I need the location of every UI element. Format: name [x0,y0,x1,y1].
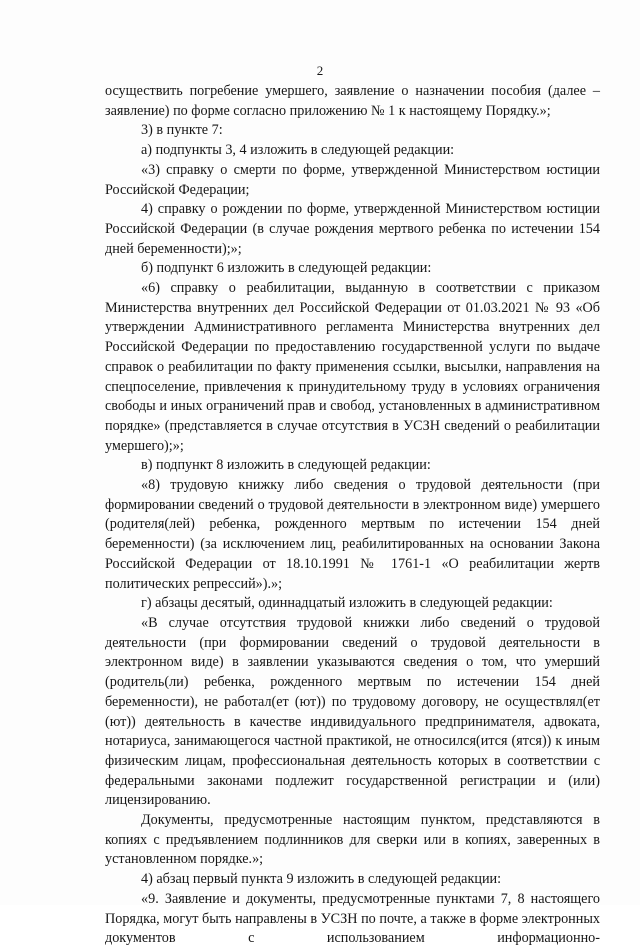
paragraph: в) подпункт 8 изложить в следующей редакции: [141,457,431,474]
paragraph: «6) справку о реабилитации, выданную в соответствии с приказом Министерства внутренних дел Российской Федерации от 01.03.2021 № 93 «Об утверждении Административного регламента Министерства внутренних дел Российской Федерации по предоставлению государственной услуги по выдаче справок о реабилитации по факту применения ссылки, высылки, направления на спецпоселение, привлечения к принудительному труду в условиях ограничения свободы и иных ограничений прав и свобод, установленных в административном порядке» (представляется в случае отсутствия в УСЗН сведений о реабилитации умершего);»; [105,280,600,454]
paragraph: б) подпункт 6 изложить в следующей редакции: [141,260,432,277]
paragraph: 4) абзац первый пункта 9 изложить в следующей редакции: [141,871,502,888]
page-number: 2 [316,63,324,78]
paragraph: г) абзацы десятый, одиннадцатый изложить в следующей редакции: [141,595,553,612]
paragraph: «8) трудовую книжку либо сведения о трудовой деятельности (при формировании сведений о трудовой деятельности в электронном виде) умершего (родителя(лей) ребенка, рожденного мертвым по истечении 154 дней беременности) (за исключением лиц, реабилитированных на основании Закона Российской Федерации от 18.10.1991 № 1761-1 «О реабилитации жертв политических репрессий»).»; [105,477,600,592]
paragraph: 4) справку о рождении по форме, утвержденной Министерством юстиции Российской Федерации (в случае рождения мертвого ребенка по истечении 154 дней беременности);»; [105,201,600,257]
document-body [105,82,600,949]
paragraph: «В случае отсутствия трудовой книжки либо сведений о трудовой деятельности (при формировании сведений о трудовой деятельности в электронном виде) в заявлении указываются сведения о том, что умерший (родитель(ли) ребенка, рожденного мертвым по истечении 154 дней беременности), не работал(ет (ют)) по трудовому договору, не осуществлял(ет (ют)) деятельность в качестве индивидуального предпринимателя, адвоката, нотариуса, занимающегося частной практикой, не относился(ится (ятся)) к иным физическим лицам, профессиональная деятельность которых в соответствии с федеральными законами подлежит государственной регистрации и (или) лицензированию. [105,614,600,809]
paragraph: Документы, предусмотренные настоящим пунктом, представляются в копиях с предъявлением подлинников для сверки или в копиях, заверенных в установленном порядке.»; [105,812,600,868]
paragraph: «9. Заявление и документы, предусмотренные пунктами 7, 8 настоящего Порядка, могут быть направлены в УСЗН по почте, а также в форме электронных документов с использованием информационно- [105,890,600,947]
paragraph: осуществить погребение умершего, заявление о назначении пособия (далее – заявление) по форме согласно приложению № 1 к настоящему Порядку.»; [105,83,600,119]
paragraph: «3) справку о смерти по форме, утвержденной Министерством юстиции Российской Федерации; [105,161,600,198]
paragraph: а) подпункты 3, 4 изложить в следующей редакции: [141,142,455,159]
paragraph: 3) в пункте 7: [141,122,223,139]
